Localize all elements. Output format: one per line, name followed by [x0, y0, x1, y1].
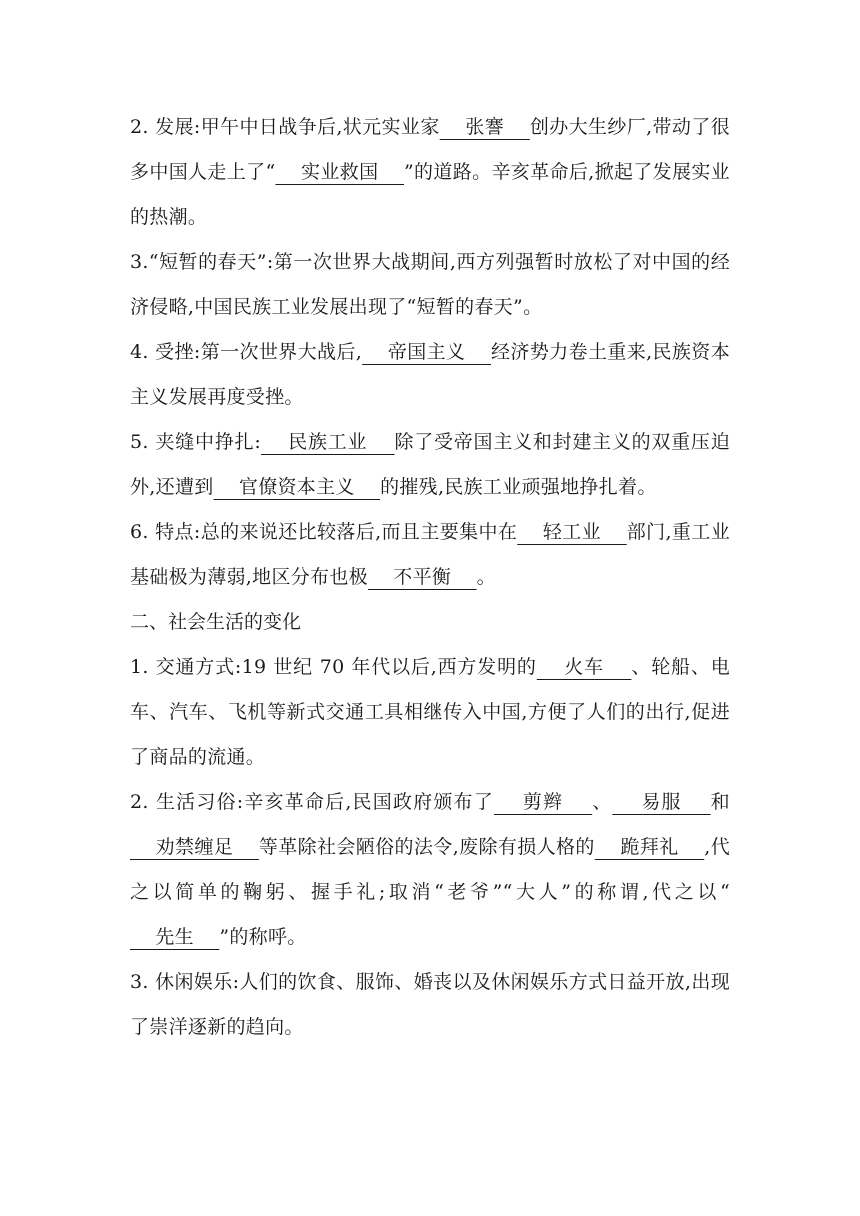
- paragraph-text: 创办大生纱厂,带动了很多中国人走上了“: [130, 116, 730, 183]
- answer-blank: 火车: [536, 656, 632, 678]
- paragraph-text: 3.“短暂的春天”:第一次世界大战期间,西方列强暂时放松了对中国的经济侵略,中国民族工业发展出现了“短暂的春天”。: [130, 251, 730, 318]
- answer-blank: 易服: [612, 791, 711, 813]
- paragraph-text: 和: [710, 791, 730, 813]
- paragraph-text: ”的称呼。: [219, 926, 307, 948]
- paragraph: [130, 960, 730, 1050]
- answer-blank: 实业救国: [275, 161, 404, 183]
- answer-blank: 跪拜礼: [594, 836, 705, 858]
- answer-blank: 剪辫: [493, 791, 593, 813]
- paragraph: [130, 780, 730, 960]
- paragraph-text: 、轮船、电车、汽车、飞机等新式交通工具相继传入中国,方便了人们的出行,促进了商品的流通。: [130, 656, 730, 768]
- answer-blank: 官僚资本主义: [213, 476, 381, 498]
- paragraph: [130, 330, 730, 420]
- paragraph: [130, 240, 730, 330]
- paragraph-text: 2. 发展:甲午中日战争后,状元实业家: [130, 116, 440, 138]
- paragraph-text: 的摧残,民族工业顽强地挣扎着。: [380, 476, 657, 498]
- answer-blank: 不平衡: [367, 566, 477, 588]
- paragraph: [130, 420, 730, 510]
- paragraph-text: 等革除社会陋俗的法令,废除有损人格的: [258, 836, 595, 858]
- answer-blank: 帝国主义: [362, 341, 492, 363]
- paragraph: [130, 645, 730, 780]
- paragraph-text: 1. 交通方式:19 世纪 70 年代以后,西方发明的: [130, 656, 537, 678]
- answer-blank: 民族工业: [261, 431, 395, 453]
- paragraph-text: 经济势力卷土重来,民族资本主义发展再度受挫。: [130, 341, 730, 408]
- paragraph-text: 5. 夹缝中挣扎:: [130, 431, 262, 453]
- paragraph-text: ”的道路。辛亥革命后,掀起了发展实业的热潮。: [130, 161, 730, 228]
- document-page: [130, 105, 730, 1050]
- answer-blank: 轻工业: [517, 521, 627, 543]
- answer-blank: 张謇: [439, 116, 530, 138]
- paragraph-text: 3. 休闲娱乐:人们的饮食、服饰、婚丧以及休闲娱乐方式日益开放,出现了崇洋逐新的趋向。: [130, 971, 730, 1038]
- section-heading: [130, 600, 730, 645]
- answer-blank: 劝禁缠足: [130, 836, 259, 858]
- paragraph-text: ,代之以简单的鞠躬、握手礼;取消“老爷”“大人”的称谓,代之以“: [130, 836, 731, 903]
- paragraph-text: 、: [592, 791, 613, 813]
- paragraph-text: 部门,重工业基础极为薄弱,地区分布也极: [130, 521, 730, 588]
- paragraph-text: 2. 生活习俗:辛亥革命后,民国政府颁布了: [130, 791, 494, 813]
- paragraph-text: 6. 特点:总的来说还比较落后,而且主要集中在: [130, 521, 518, 543]
- heading-text: 二、社会生活的变化: [130, 611, 302, 633]
- paragraph-text: 除了受帝国主义和封建主义的双重压迫外,还遭到: [130, 431, 730, 498]
- paragraph-text: 。: [476, 566, 496, 588]
- paragraph-text: 4. 受挫:第一次世界大战后,: [130, 341, 363, 363]
- paragraph: [130, 105, 730, 240]
- paragraph: [130, 510, 730, 600]
- answer-blank: 先生: [130, 926, 220, 948]
